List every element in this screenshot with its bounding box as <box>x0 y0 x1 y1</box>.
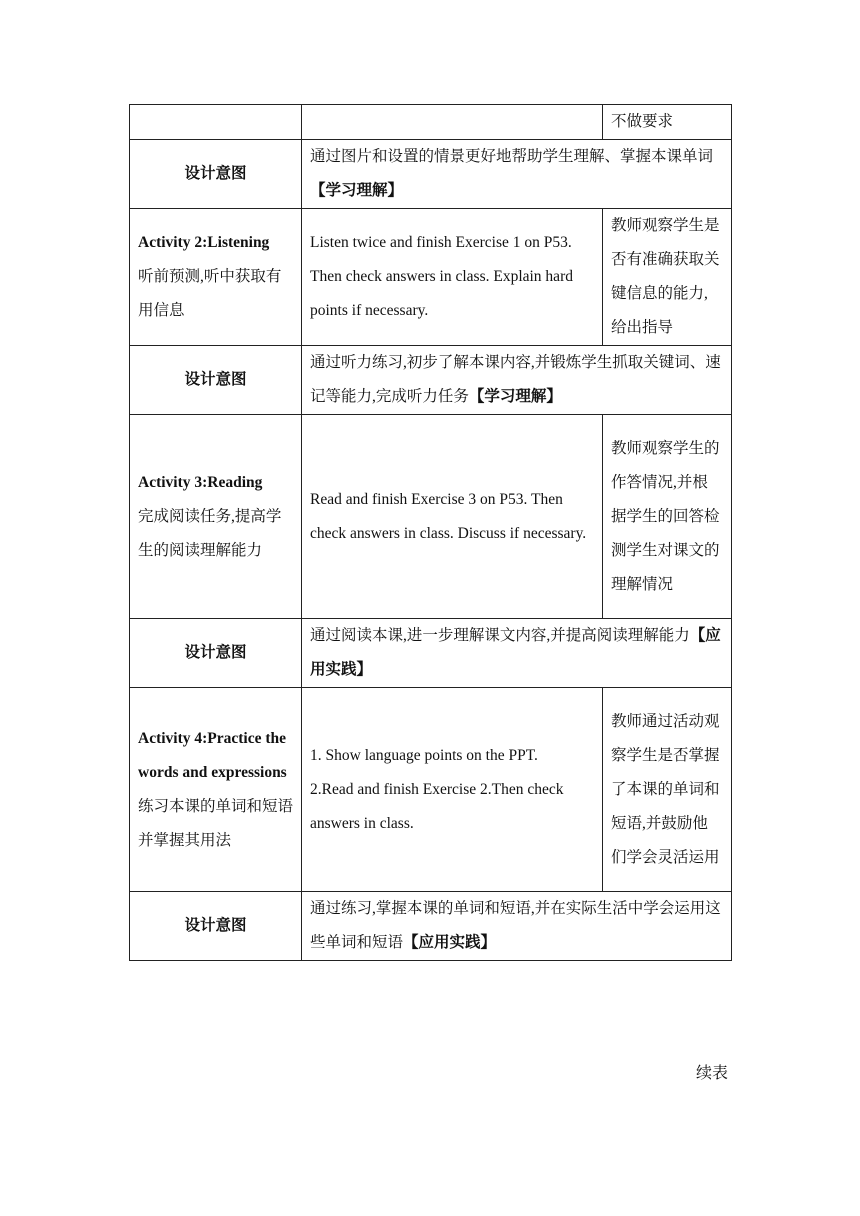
design-intent-tag: 【应用实践】 <box>310 627 721 678</box>
design-intent-text <box>302 140 732 209</box>
design-intent-body: 通过练习,掌握本课的单词和短语,并在实际生活中学会运用这些单词和短语 <box>310 900 721 951</box>
activity-title-cell <box>130 688 302 892</box>
design-intent-tag: 【应用实践】 <box>403 934 497 951</box>
design-intent-label: 设计意图 <box>130 140 302 209</box>
activity-description: 练习本课的单词和短语并掌握其用法 <box>138 797 294 849</box>
lesson-plan-table <box>129 104 732 961</box>
design-intent-text <box>302 619 732 688</box>
evaluation-cell: 教师观察学生是否有准确获取关键信息的能力,给出指导 <box>603 209 732 346</box>
design-intent-label: 设计意图 <box>130 346 302 415</box>
activity-row <box>130 209 732 346</box>
evaluation-cell: 教师通过活动观察学生是否掌握了本课的单词和短语,并鼓励他们学会灵活运用 <box>603 688 732 892</box>
activity-row <box>130 688 732 892</box>
design-intent-tag: 【学习理解】 <box>468 388 562 405</box>
activity-title: Activity 4:Practice the words and expressions <box>138 729 287 781</box>
design-intent-body: 通过图片和设置的情景更好地帮助学生理解、掌握本课单词 <box>310 148 714 165</box>
activity-description: 完成阅读任务,提高学生的阅读理解能力 <box>138 507 282 559</box>
evaluation-cell: 教师观察学生的作答情况,并根据学生的回答检测学生对课文的理解情况 <box>603 415 732 619</box>
activity-steps-cell <box>302 415 603 619</box>
design-intent-label: 设计意图 <box>130 619 302 688</box>
empty-cell <box>130 105 302 140</box>
design-intent-row <box>130 619 732 688</box>
activity-step: 2.Read and finish Exercise 2.Then check answers in class. <box>310 780 564 832</box>
table-row <box>130 105 732 140</box>
activity-row <box>130 415 732 619</box>
activity-description: 听前预测,听中获取有用信息 <box>138 268 282 319</box>
activity-step: 1. Show language points on the PPT. <box>310 746 538 764</box>
activity-title-cell <box>130 209 302 346</box>
design-intent-tag: 【学习理解】 <box>310 182 404 199</box>
continued-note: 续表 <box>696 1065 729 1082</box>
activity-title: Activity 2:Listening <box>138 234 270 251</box>
activity-title: Activity 3:Reading <box>138 473 263 491</box>
activity-title-cell <box>130 415 302 619</box>
design-intent-row <box>130 140 732 209</box>
design-intent-text <box>302 346 732 415</box>
evaluation-cell: 不做要求 <box>603 105 732 140</box>
empty-cell <box>302 105 603 140</box>
design-intent-body: 通过听力练习,初步了解本课内容,并锻炼学生抓取关键词、速记等能力,完成听力任务 <box>310 354 721 405</box>
design-intent-row <box>130 346 732 415</box>
design-intent-row <box>130 892 732 961</box>
design-intent-label: 设计意图 <box>130 892 302 961</box>
activity-steps-cell <box>302 209 603 346</box>
design-intent-body: 通过阅读本课,进一步理解课文内容,并提高阅读理解能力 <box>310 627 690 644</box>
activity-step: Read and finish Exercise 3 on P53. Then check answers in class. Discuss if necessary. <box>310 490 587 542</box>
activity-steps-cell <box>302 688 603 892</box>
design-intent-text <box>302 892 732 961</box>
activity-step: Listen twice and finish Exercise 1 on P53. Then check answers in class. Explain hard points if necessary. <box>310 234 573 319</box>
